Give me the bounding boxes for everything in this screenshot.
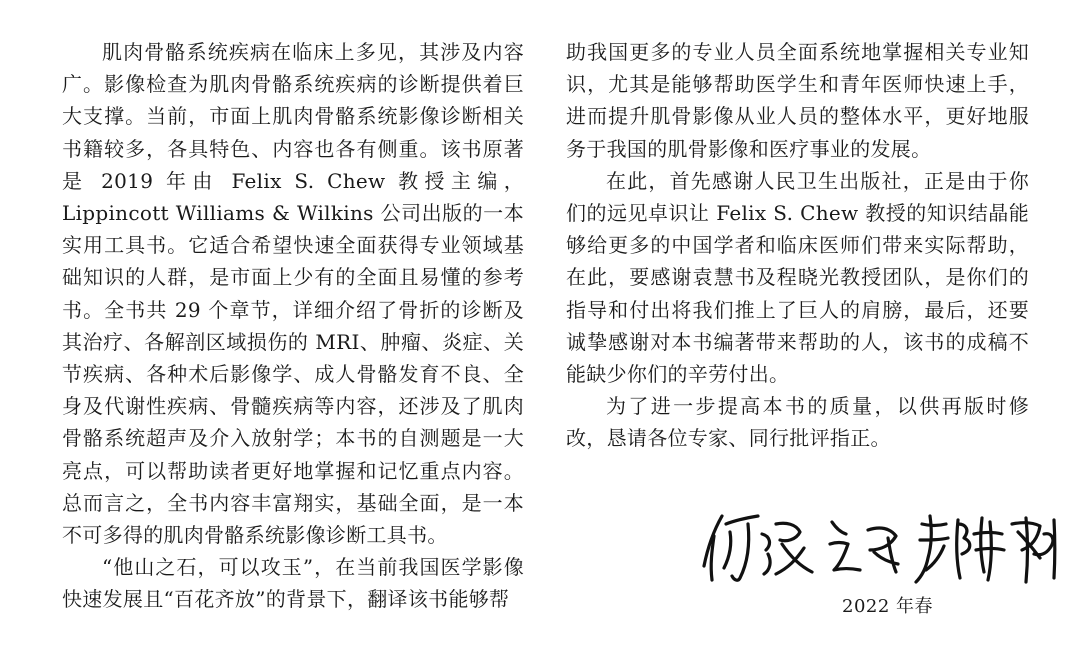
- handwritten-signature: [700, 510, 1060, 588]
- paragraph-thanks: 在此，首先感谢人民卫生出版社，正是由于你们的远见卓识让 Felix S. Chew 教授的知识结晶能够给更多的中国学者和临床医师们带来实际帮助，在此，要感谢袁慧书及程晓光教授团队，是你们的指导和付出将我们推上了巨人的肩膀，最后，还要诚挚感谢对本书编著带来帮助的人，该书的成稿不能缺少你们的辛劳付出。: [566, 168, 1029, 387]
- signature-strokes: [700, 510, 1060, 588]
- date-line: 2022 年春: [842, 596, 934, 617]
- paragraph-continuation: 助我国更多的专业人员全面系统地掌握相关专业知识，尤其是能够帮助医学生和青年医师快速上手，进而提升肌骨影像从业人员的整体水平，更好地服务于我国的肌骨影像和医疗事业的发展。: [566, 40, 1029, 161]
- paragraph-closing: 为了进一步提高本书的质量，以供再版时修改，恳请各位专家、同行批评指正。: [566, 394, 1029, 451]
- right-column: [566, 36, 1029, 455]
- left-column: [62, 36, 524, 616]
- paragraph-quote: “他山之石，可以攻玉”，在当前我国医学影像快速发展且“百花齐放”的背景下，翻译该书能够帮: [62, 555, 524, 612]
- paragraph-intro: 肌肉骨骼系统疾病在临床上多见，其涉及内容广。影像检查为肌肉骨骼系统疾病的诊断提供着巨大支撑。当前，市面上肌肉骨骼系统影像诊断相关书籍较多，各具特色、内容也各有侧重。该书原著是 2019 年由 Felix S. Chew 教授主编，Lippincott Williams & Wilkins 公司出版的一本实用工具书。它适合希望快速全面获得专业领域基础知识的人群，是市面上少有的全面且易懂的参考书。全书共 29 个章节，详细介绍了骨折的诊断及其治疗、各解剖区域损伤的 MRI、肿瘤、炎症、关节疾病、各种术后影像学、成人骨骼发育不良、全身及代谢性疾病、骨髓疾病等内容，还涉及了肌肉骨骼系统超声及介入放射学；本书的自测题是一大亮点，可以帮助读者更好地掌握和记忆重点内容。总而言之，全书内容丰富翔实，基础全面，是一本不可多得的肌肉骨骼系统影像诊断工具书。: [62, 40, 524, 548]
